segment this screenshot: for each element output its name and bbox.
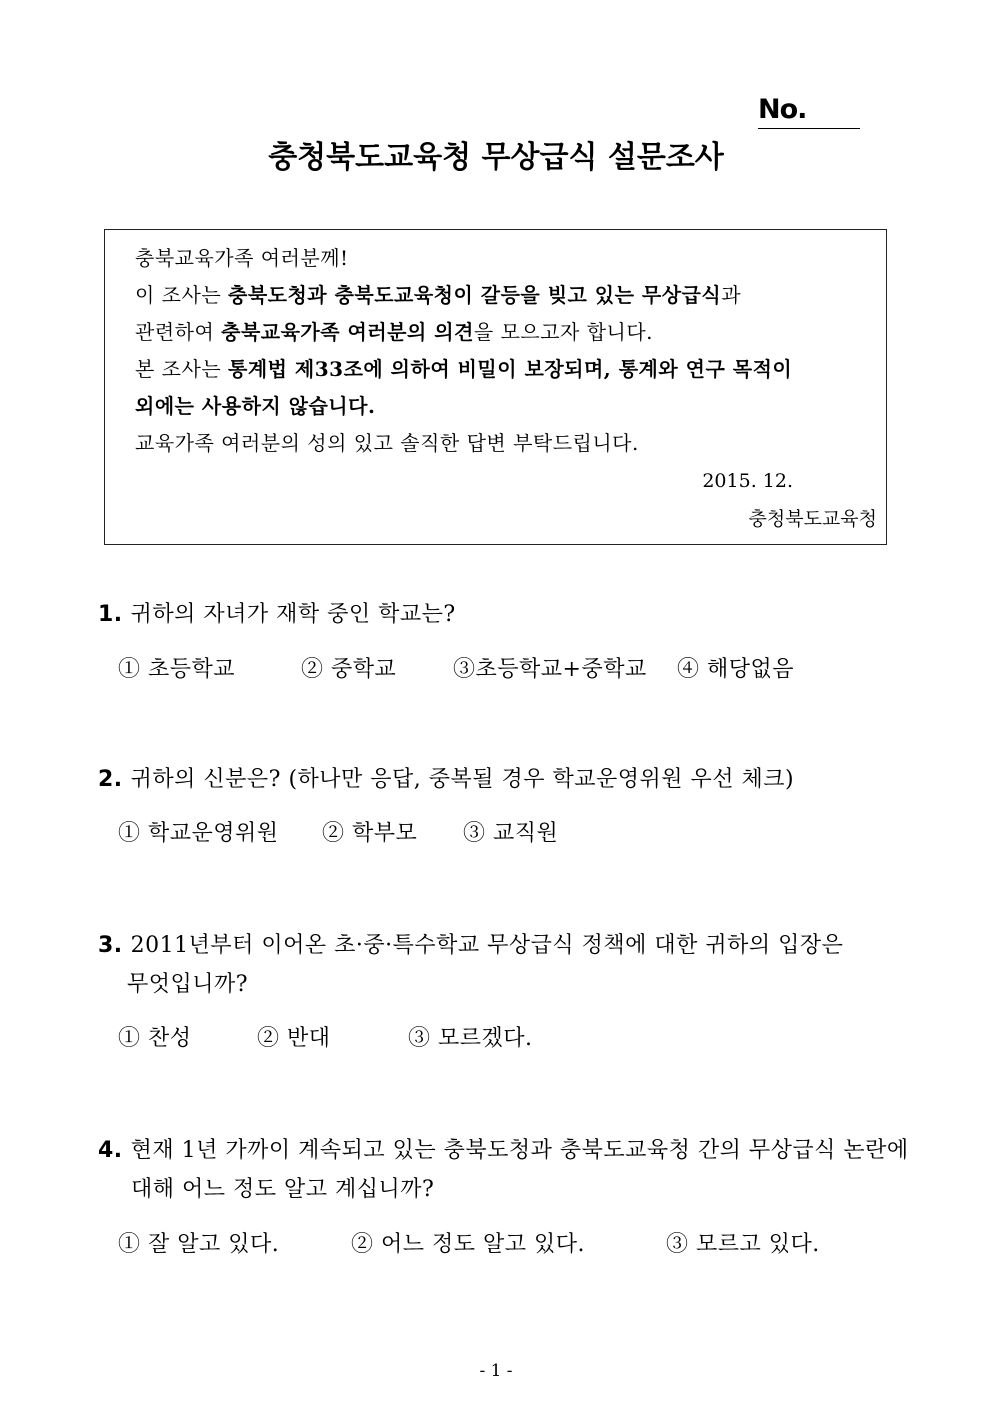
notice-text: 과 bbox=[721, 283, 742, 307]
question-number: 2. bbox=[98, 767, 123, 792]
question-1 bbox=[98, 596, 456, 634]
question-text: 2011년부터 이어온 초·중·특수학교 무상급식 정책에 대한 귀하의 입장은 bbox=[130, 933, 844, 958]
q2-option-1[interactable]: ① 학교운영위원 bbox=[118, 821, 279, 846]
notice-emphasis: 충북도청과 충북도교육청이 갈등을 빚고 있는 무상급식 bbox=[228, 283, 722, 307]
q4-option-3[interactable]: ③ 모르고 있다. bbox=[666, 1232, 820, 1257]
notice-line-1 bbox=[135, 278, 741, 312]
q1-option-1[interactable]: ① 초등학교 bbox=[118, 657, 236, 682]
notice-text: 이 조사는 bbox=[135, 283, 228, 307]
q1-option-2[interactable]: ② 중학교 bbox=[301, 657, 397, 682]
q4-option-1[interactable]: ① 잘 알고 있다. bbox=[118, 1232, 280, 1257]
question-3 bbox=[98, 927, 843, 965]
question-text: 귀하의 자녀가 재학 중인 학교는? bbox=[130, 602, 456, 627]
question-number: 3. bbox=[98, 933, 123, 958]
notice-emphasis: 통계법 제33조에 의하여 비밀이 보장되며, 통계와 연구 목적이 bbox=[228, 357, 793, 381]
question-4-continued: 대해 어느 정도 알고 계십니까? bbox=[131, 1177, 435, 1202]
question-4 bbox=[98, 1132, 909, 1170]
notice-line-5: 교육가족 여러분의 성의 있고 솔직한 답변 부탁드립니다. bbox=[135, 431, 639, 455]
question-number: 1. bbox=[98, 602, 123, 627]
notice-text: 본 조사는 bbox=[135, 357, 228, 381]
question-2 bbox=[98, 761, 794, 799]
question-text: 귀하의 신분은? (하나만 응답, 중복될 경우 학교운영위원 우선 체크) bbox=[130, 767, 795, 792]
notice-text: 을 모으고자 합니다. bbox=[473, 320, 654, 344]
q4-option-2[interactable]: ② 어느 정도 알고 있다. bbox=[351, 1232, 585, 1257]
notice-line-4 bbox=[135, 389, 375, 423]
q2-option-2[interactable]: ② 학부모 bbox=[322, 821, 418, 846]
notice-line-2 bbox=[135, 315, 653, 349]
notice-organization: 충청북도교육청 bbox=[748, 508, 877, 530]
question-number: 4. bbox=[98, 1138, 123, 1163]
q3-option-2[interactable]: ② 반대 bbox=[257, 1026, 331, 1051]
notice-greeting: 충북교육가족 여러분께! bbox=[135, 246, 349, 270]
survey-number-label: No. bbox=[758, 92, 860, 129]
notice-emphasis: 충북교육가족 여러분의 의견 bbox=[221, 320, 474, 344]
notice-text: 관련하여 bbox=[135, 320, 222, 344]
page-number: - 1 - bbox=[479, 1361, 513, 1381]
q3-option-1[interactable]: ① 찬성 bbox=[118, 1026, 192, 1051]
notice-date: 2015. 12. bbox=[702, 470, 793, 492]
q1-option-3[interactable]: ③초등학교+중학교 bbox=[453, 657, 647, 682]
question-3-continued: 무엇입니까? bbox=[127, 972, 249, 997]
notice-emphasis: 외에는 사용하지 않습니다. bbox=[135, 394, 376, 418]
q3-option-3[interactable]: ③ 모르겠다. bbox=[408, 1026, 533, 1051]
notice-box bbox=[104, 229, 887, 545]
notice-line-3 bbox=[135, 352, 792, 386]
page-title: 충청북도교육청 무상급식 설문조사 bbox=[268, 140, 724, 175]
q2-option-3[interactable]: ③ 교직원 bbox=[463, 821, 559, 846]
q1-option-4[interactable]: ④ 해당없음 bbox=[677, 657, 795, 682]
question-text: 현재 1년 가까이 계속되고 있는 충북도청과 충북도교육청 간의 무상급식 논란에 bbox=[130, 1138, 909, 1163]
